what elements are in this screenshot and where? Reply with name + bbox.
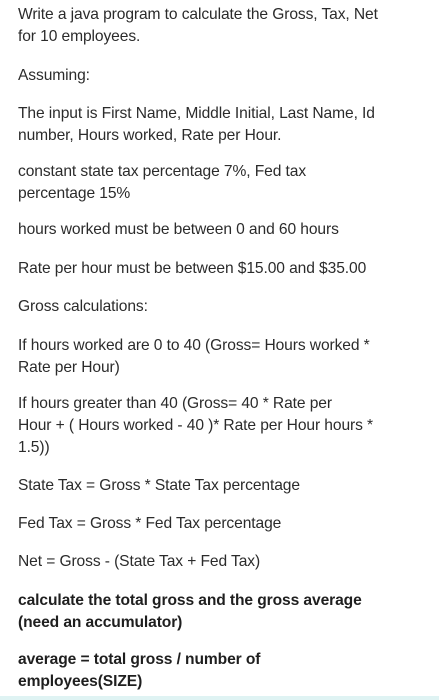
state-tax-formula <box>18 475 433 497</box>
text-line: hours worked must be between 0 and 60 hours <box>18 221 339 238</box>
text-line: If hours greater than 40 (Gross= 40 * Rate per <box>18 395 332 412</box>
assuming-heading <box>18 65 433 87</box>
text-line: 1.5)) <box>18 439 50 456</box>
average-formula <box>18 649 433 693</box>
tax-constants <box>18 161 433 205</box>
text-line: Hour + ( Hours worked - 40 )* Rate per Hour hours * <box>18 417 374 434</box>
text-line: Rate per hour must be between $15.00 and $35.00 <box>18 260 367 277</box>
text-line: State Tax = Gross * State Tax percentage <box>18 477 300 494</box>
gross-calculations-heading <box>18 296 433 318</box>
text-line: Gross calculations: <box>18 298 148 315</box>
total-gross-instruction <box>18 590 433 634</box>
gross-rule-regular <box>18 335 433 379</box>
text-line: Write a java program to calculate the Gross, Tax, Net <box>18 6 378 23</box>
text-line: employees(SIZE) <box>18 673 143 690</box>
gross-rule-overtime <box>18 393 433 459</box>
text-line: percentage 15% <box>18 185 131 202</box>
text-line: Assuming: <box>18 67 90 84</box>
text-line: average = total gross / number of <box>18 651 261 668</box>
rate-constraint <box>18 258 433 280</box>
task-description <box>18 4 433 48</box>
text-line: If hours worked are 0 to 40 (Gross= Hours worked * <box>18 337 370 354</box>
input-description <box>18 103 433 147</box>
text-line: for 10 employees. <box>18 28 141 45</box>
text-line: (need an accumulator) <box>18 614 183 631</box>
text-line: calculate the total gross and the gross average <box>18 592 362 609</box>
net-formula <box>18 551 433 573</box>
text-line: constant state tax percentage 7%, Fed tax <box>18 163 307 180</box>
text-line: The input is First Name, Middle Initial, Last Name, Id <box>18 105 375 122</box>
text-line: Net = Gross - (State Tax + Fed Tax) <box>18 553 261 570</box>
hours-constraint <box>18 219 433 241</box>
text-line: Rate per Hour) <box>18 359 120 376</box>
text-line: number, Hours worked, Rate per Hour. <box>18 127 282 144</box>
fed-tax-formula <box>18 513 433 535</box>
text-line: Fed Tax = Gross * Fed Tax percentage <box>18 515 282 532</box>
bottom-edge-strip <box>0 696 439 700</box>
